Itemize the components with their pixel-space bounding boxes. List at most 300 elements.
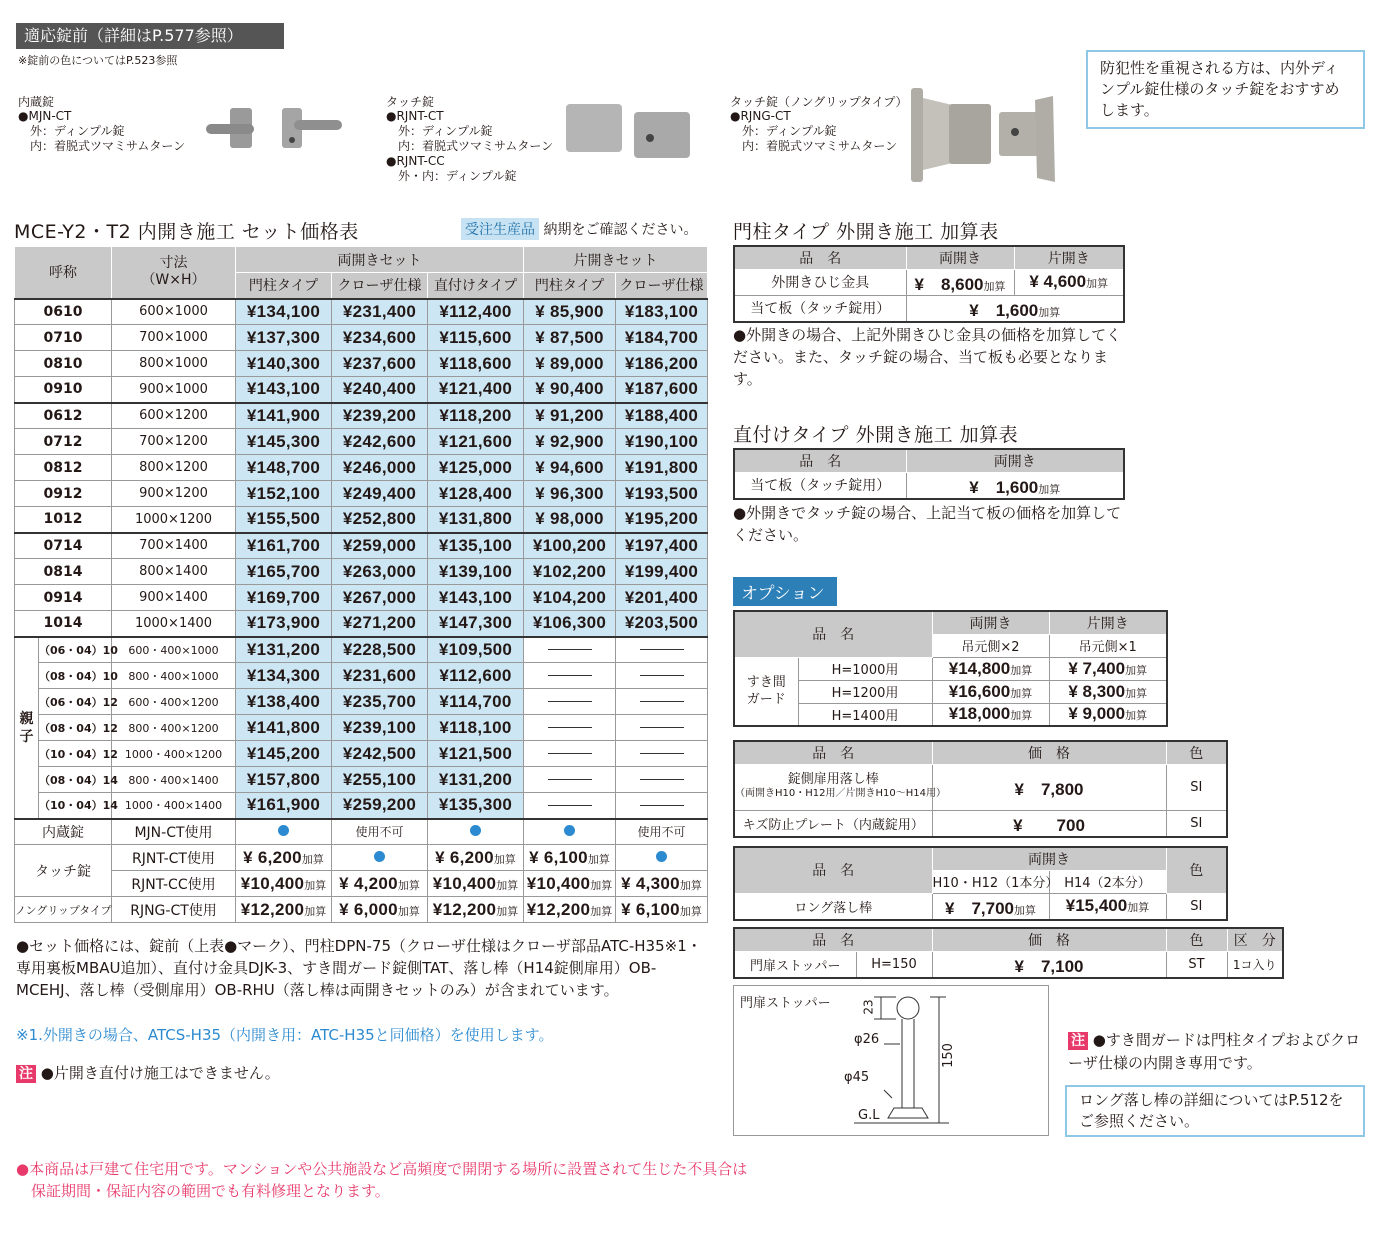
lock-mjn (18, 95, 185, 154)
item-stopper: 門扉ストッパー (734, 951, 856, 978)
lock-color-note: ※錠前の色についてはP.523参照 (18, 54, 178, 67)
size-cell: 900×1000 (112, 377, 236, 403)
color-cell: SI (1166, 764, 1227, 810)
price-cell: ¥267,000 (332, 585, 428, 611)
price-cell: ¥ 4,300加算 (616, 871, 708, 897)
guard-height: H=1200用 (798, 680, 932, 703)
h-kata: 片開き (1014, 246, 1124, 269)
kubun-cell: 1コ入り (1227, 951, 1283, 978)
jikazuke-table-title: 直付けタイプ 外開き施工 加算表 (733, 424, 1019, 446)
table-row (15, 507, 708, 533)
dot-cell (332, 845, 428, 871)
dot-cell (236, 819, 332, 845)
price-cell: ¥ 6,000加算 (332, 897, 428, 923)
lock-line: 外：ディンプル錠 (730, 124, 837, 138)
price-cell: ¥118,600 (428, 351, 524, 377)
option-label: オプション (733, 577, 837, 606)
size-cell: 900×1200 (112, 481, 236, 507)
price-cell: ¥138,400 (236, 689, 332, 715)
kata-note (16, 1062, 280, 1085)
sub-ryo: 吊元側×2 (932, 634, 1049, 657)
h-ryo: 両開き (932, 847, 1166, 870)
model-code: （10・04）14 (39, 793, 112, 819)
lock-title: 内蔵錠 (18, 95, 55, 109)
na-cell (524, 741, 616, 767)
price-cell: ¥173,900 (236, 611, 332, 637)
model-code: 0914 (15, 585, 112, 611)
dim-23: 23 (861, 999, 876, 1015)
table-row (15, 559, 708, 585)
price-cell: ¥ 85,900 (524, 299, 616, 325)
size-cell: 800×1000 (112, 351, 236, 377)
h-name: 品 名 (734, 246, 906, 269)
table-row (15, 637, 708, 663)
model-code: （10・04）12 (39, 741, 112, 767)
stopper-fig-title: 門扉ストッパー (740, 996, 831, 1011)
price-cell: ¥131,200 (236, 637, 332, 663)
lock-title: タッチ錠 (386, 95, 435, 109)
price-cell: ¥240,400 (332, 377, 428, 403)
price-cell: ¥234,600 (332, 325, 428, 351)
size-cell: 700×1400 (112, 533, 236, 559)
stopper-figure (733, 985, 1049, 1136)
guard-height: H=1000用 (798, 657, 932, 680)
model-code: 0714 (15, 533, 112, 559)
size-cell: 700×1200 (112, 429, 236, 455)
price-cell: ¥242,600 (332, 429, 428, 455)
price-cell: ¥195,200 (616, 507, 708, 533)
price-cell: ¥246,000 (332, 455, 428, 481)
h-ryo: 両開き (932, 611, 1049, 634)
lock-line: 内：着脱式ツマミサムターン (730, 139, 898, 153)
price-cell: ¥106,300 (524, 611, 616, 637)
guard-height: H=1400用 (798, 703, 932, 726)
price-cell: ¥231,600 (332, 663, 428, 689)
na-cell (616, 637, 708, 663)
na-cell (524, 637, 616, 663)
rjng-lock-image (905, 86, 1065, 186)
price-cell: ¥114,700 (428, 689, 524, 715)
table-row (15, 351, 708, 377)
lock-model: RJNT-CT使用 (112, 845, 236, 871)
table-row (15, 481, 708, 507)
price-cell: ¥201,400 (616, 585, 708, 611)
mjn-lock-image (200, 100, 350, 160)
price-cell: ¥141,800 (236, 715, 332, 741)
sub-h14: H14（2本分） (1049, 870, 1166, 893)
price-cell: ¥ 6,100加算 (616, 897, 708, 923)
lock-type: タッチ錠 (15, 845, 112, 897)
table-row (15, 871, 708, 897)
rjnt-lock-image (560, 100, 700, 162)
price-cell: ¥ 87,500 (524, 325, 616, 351)
guard-note-text: ●すき間ガードは門柱タイプおよびクローザ仕様の内開き専用です。 (1068, 1031, 1361, 1072)
model-code: 1012 (15, 507, 112, 533)
price-cell: ¥135,100 (428, 533, 524, 559)
na-cell: 使用不可 (616, 819, 708, 845)
model-code: （08・04）10 (39, 663, 112, 689)
h-name: 品 名 (734, 847, 932, 893)
price-cell: ¥184,700 (616, 325, 708, 351)
price-cell: ¥121,400 (428, 377, 524, 403)
table-row (15, 299, 708, 325)
na-cell (524, 715, 616, 741)
jikazuke-add-table (733, 448, 1125, 500)
price-cell: ¥10,400加算 (524, 871, 616, 897)
na-cell (616, 741, 708, 767)
monchu-note: ●外開きの場合、上記外開きひじ金具の価格を加算してください。また、タッチ錠の場合、当て板も必要となります。 (733, 326, 1122, 388)
included-dot-icon (656, 851, 667, 862)
na-cell (616, 793, 708, 819)
price-cell: ¥134,300 (236, 663, 332, 689)
caution-mark: 注 (1068, 1032, 1088, 1050)
price-cell: ¥252,800 (332, 507, 428, 533)
price-cell: ¥169,700 (236, 585, 332, 611)
monchu-add-table (733, 245, 1125, 323)
item-drop-rod: 錠側扉用落し棒 （両開きH10・H12用／片開きH10〜H14用） (734, 764, 932, 810)
lock-section-header: 適応錠前（詳細はP.577参照） (16, 23, 284, 49)
item-ateita: 当て板（タッチ錠用） (734, 472, 906, 499)
table-row (15, 611, 708, 637)
table-row (15, 325, 708, 351)
col-size: 寸法 （W×H） (112, 247, 236, 299)
price-cell: ¥12,200加算 (428, 897, 524, 923)
price-cell: ¥ 7,100 (932, 951, 1166, 978)
price-cell: ¥ 1,600加算 (906, 472, 1124, 499)
na-cell (524, 793, 616, 819)
model-code: 1014 (15, 611, 112, 637)
price-cell: ¥ 4,200加算 (332, 871, 428, 897)
stopper-drawing (734, 986, 1050, 1137)
guard-note (1068, 1029, 1368, 1074)
dim-45: φ45 (844, 1070, 870, 1085)
col-ryobiraki: 両開きセット (236, 247, 524, 273)
size-cell: 600×1200 (112, 403, 236, 429)
size-cell: 1000×1400 (112, 611, 236, 637)
price-cell: ¥ 89,000 (524, 351, 616, 377)
price-cell: ¥140,300 (236, 351, 332, 377)
price-cell: ¥10,400加算 (236, 871, 332, 897)
model-code: 0710 (15, 325, 112, 351)
lock-title: タッチ錠（ノングリップタイプ） (730, 95, 908, 109)
price-cell: ¥ 8,600加算 (906, 269, 1014, 295)
size-cell: 1000・400×1400 (112, 793, 236, 819)
price-cell: ¥193,500 (616, 481, 708, 507)
price-cell: ¥131,200 (428, 767, 524, 793)
price-cell: ¥131,800 (428, 507, 524, 533)
set-note: ●セット価格には、錠前（上表●マーク）、門柱DPN-75（クローザ仕様はクローザ部品ATC-H35※1・専用裏板MBAU追加）、直付け金具DJK-3、すき間ガード錠側TAT、落し棒（H14錠側扉用）OB-MCEHJ、落し棒（受側扉用）OB-RHU（落し棒は両開きセットのみ）が含まれています。 (16, 937, 702, 999)
price-cell: ¥ 7,800 (932, 764, 1166, 810)
set-price-table (14, 246, 708, 923)
caution-mark: 注 (16, 1065, 36, 1083)
drop-rod-table (733, 740, 1228, 838)
lock-line: ●RJNG-CT (730, 109, 791, 123)
price-cell: ¥152,100 (236, 481, 332, 507)
lock-type: ノングリップタイプ (15, 897, 112, 923)
warranty-line-2: 保証期間・保証内容の範囲でも有料修理となります。 (16, 1182, 390, 1200)
h-color: 色 (1166, 741, 1227, 764)
price-cell: ¥235,700 (332, 689, 428, 715)
col-katabiraki: 片開きセット (524, 247, 708, 273)
price-cell: ¥134,100 (236, 299, 332, 325)
na-cell (616, 663, 708, 689)
stopper-height: H=150 (856, 951, 932, 978)
model-code: 0812 (15, 455, 112, 481)
table-row (15, 377, 708, 403)
lock-line: ●MJN-CT (18, 109, 72, 123)
price-cell: ¥12,200加算 (236, 897, 332, 923)
price-cell: ¥231,400 (332, 299, 428, 325)
price-cell: ¥112,600 (428, 663, 524, 689)
price-cell: ¥141,900 (236, 403, 332, 429)
main-table-title: MCE-Y2・T2 内開き施工 セット価格表 (14, 221, 359, 243)
table-row (15, 741, 708, 767)
price-cell: ¥ 9,000加算 (1049, 703, 1167, 726)
model-code: 0814 (15, 559, 112, 585)
price-cell: ¥ 4,600加算 (1014, 269, 1124, 295)
na-cell (524, 663, 616, 689)
jikazuke-note: ●外開きでタッチ錠の場合、上記当て板の価格を加算してください。 (733, 504, 1122, 544)
price-cell: ¥118,100 (428, 715, 524, 741)
price-cell: ¥135,300 (428, 793, 524, 819)
price-cell: ¥100,200 (524, 533, 616, 559)
size-cell: 1000×1200 (112, 507, 236, 533)
na-cell (616, 715, 708, 741)
dot-cell (524, 819, 616, 845)
color-cell: ST (1166, 951, 1227, 978)
price-cell: ¥249,400 (332, 481, 428, 507)
col-monchu: 門柱タイプ (236, 273, 332, 299)
price-cell: ¥165,700 (236, 559, 332, 585)
price-cell: ¥186,200 (616, 351, 708, 377)
price-cell: ¥15,400加算 (1049, 893, 1166, 920)
table-row (15, 585, 708, 611)
model-code: 0810 (15, 351, 112, 377)
lock-model: RJNT-CC使用 (112, 871, 236, 897)
price-cell: ¥259,200 (332, 793, 428, 819)
price-cell: ¥ 700 (932, 810, 1166, 837)
price-cell: ¥ 91,200 (524, 403, 616, 429)
size-cell: 900×1400 (112, 585, 236, 611)
table-row (15, 793, 708, 819)
made-to-order-badge: 受注生産品 (461, 218, 539, 240)
table-row (15, 663, 708, 689)
lock-line: 外・内：ディンプル錠 (386, 169, 517, 183)
col-jikazuke: 直付けタイプ (428, 273, 524, 299)
price-cell: ¥147,300 (428, 611, 524, 637)
na-cell (616, 689, 708, 715)
price-cell: ¥16,600加算 (932, 680, 1049, 703)
dot-cell (616, 845, 708, 871)
price-cell: ¥237,600 (332, 351, 428, 377)
included-dot-icon (374, 851, 385, 862)
long-rod-note-box: ロング落し棒の詳細についてはP.512をご参照ください。 (1065, 1085, 1365, 1137)
col-closer-kata: クローザ仕様 (616, 273, 708, 299)
h-name: 品 名 (734, 741, 932, 764)
h-kata: 片開き (1049, 611, 1167, 634)
size-cell: 1000・400×1200 (112, 741, 236, 767)
price-cell: ¥ 6,100加算 (524, 845, 616, 871)
price-cell: ¥242,500 (332, 741, 428, 767)
item-hiji: 外開きひじ金具 (734, 269, 906, 295)
table-row (15, 819, 708, 845)
price-cell: ¥14,800加算 (932, 657, 1049, 680)
price-cell: ¥259,000 (332, 533, 428, 559)
lock-model: MJN-CT使用 (112, 819, 236, 845)
price-cell: ¥161,900 (236, 793, 332, 819)
h-price: 価 格 (932, 928, 1166, 951)
price-cell: ¥155,500 (236, 507, 332, 533)
price-cell: ¥137,300 (236, 325, 332, 351)
price-cell: ¥ 92,900 (524, 429, 616, 455)
recommend-box: 防犯性を重視される方は、内外ディンプル錠仕様のタッチ錠をおすすめします。 (1086, 50, 1365, 129)
price-cell: ¥139,100 (428, 559, 524, 585)
size-cell: 800・400×1200 (112, 715, 236, 741)
na-cell (524, 767, 616, 793)
table-row (15, 689, 708, 715)
item-plate: キズ防止プレート（内蔵錠用） (734, 810, 932, 837)
price-cell: ¥128,400 (428, 481, 524, 507)
price-cell: ¥118,200 (428, 403, 524, 429)
table-row (15, 455, 708, 481)
price-cell: ¥145,200 (236, 741, 332, 767)
price-cell: ¥ 98,000 (524, 507, 616, 533)
included-dot-icon (278, 825, 289, 836)
model-code: （06・04）12 (39, 689, 112, 715)
sub-kata: 吊元側×1 (1049, 634, 1167, 657)
price-cell: ¥ 7,400加算 (1049, 657, 1167, 680)
size-cell: 700×1000 (112, 325, 236, 351)
size-cell: 800×1200 (112, 455, 236, 481)
size-cell: 600・400×1000 (112, 637, 236, 663)
price-cell: ¥121,500 (428, 741, 524, 767)
price-cell: ¥271,200 (332, 611, 428, 637)
price-cell: ¥ 94,600 (524, 455, 616, 481)
price-cell: ¥109,500 (428, 637, 524, 663)
gap-guard-table (733, 610, 1168, 727)
model-code: 0610 (15, 299, 112, 325)
size-cell: 600×1000 (112, 299, 236, 325)
price-cell: ¥ 6,200加算 (428, 845, 524, 871)
stopper-table (733, 927, 1284, 979)
model-code: （08・04）14 (39, 767, 112, 793)
table-row (15, 715, 708, 741)
table-row (15, 845, 708, 871)
made-to-order (461, 218, 697, 240)
price-cell: ¥12,200加算 (524, 897, 616, 923)
price-cell: ¥239,100 (332, 715, 428, 741)
h-ryo: 両開き (906, 449, 1124, 472)
price-cell: ¥143,100 (428, 585, 524, 611)
included-dot-icon (470, 825, 481, 836)
size-cell: 800×1400 (112, 559, 236, 585)
price-cell: ¥121,600 (428, 429, 524, 455)
item-ateita: 当て板（タッチ錠用） (734, 295, 906, 322)
h-kubun: 区 分 (1227, 928, 1283, 951)
kata-note-text: ●片開き直付け施工はできません。 (40, 1064, 280, 1082)
lock-line: 外：ディンプル錠 (386, 124, 493, 138)
price-cell: ¥115,600 (428, 325, 524, 351)
price-cell: ¥161,700 (236, 533, 332, 559)
lock-rjnt (386, 95, 553, 184)
monchu-table-title: 門柱タイプ 外開き施工 加算表 (733, 221, 999, 243)
price-cell: ¥188,400 (616, 403, 708, 429)
gl-label: G.L (858, 1108, 880, 1123)
na-cell (616, 767, 708, 793)
price-cell: ¥143,100 (236, 377, 332, 403)
size-cell: 800・400×1000 (112, 663, 236, 689)
price-cell: ¥ 96,300 (524, 481, 616, 507)
long-rod-table (733, 846, 1228, 921)
col-closer: クローザ仕様 (332, 273, 428, 299)
price-cell: ¥145,300 (236, 429, 332, 455)
col-monchu-kata: 門柱タイプ (524, 273, 616, 299)
model-code: 0912 (15, 481, 112, 507)
table-row (15, 403, 708, 429)
price-cell: ¥197,400 (616, 533, 708, 559)
size-cell: 800・400×1400 (112, 767, 236, 793)
h-ryo: 両開き (906, 246, 1014, 269)
lock-model: RJNG-CT使用 (112, 897, 236, 923)
price-cell: ¥183,100 (616, 299, 708, 325)
price-cell: ¥10,400加算 (428, 871, 524, 897)
lock-line: ●RJNT-CC (386, 154, 445, 168)
h-name: 品 名 (734, 449, 906, 472)
dim-150: 150 (940, 1043, 956, 1068)
lock-rjng (730, 95, 907, 154)
lock-line: 内：着脱式ツマミサムターン (18, 139, 186, 153)
color-cell: SI (1166, 893, 1227, 920)
lock-line: ●RJNT-CT (386, 109, 444, 123)
model-code: （06・04）10 (39, 637, 112, 663)
size-cell: 600・400×1200 (112, 689, 236, 715)
price-cell: ¥148,700 (236, 455, 332, 481)
dot-cell (428, 819, 524, 845)
h-color: 色 (1166, 847, 1227, 893)
model-code: 0910 (15, 377, 112, 403)
h-name: 品 名 (734, 611, 932, 657)
color-cell: SI (1166, 810, 1227, 837)
lock-line: 内：着脱式ツマミサムターン (386, 139, 554, 153)
na-cell: 使用不可 (332, 819, 428, 845)
item-long-rod: ロング落し棒 (734, 893, 932, 920)
oyako-label: 親 子 (15, 637, 39, 819)
price-cell: ¥199,400 (616, 559, 708, 585)
warranty-line-1: ●本商品は戸建て住宅用です。マンションや公共施設など高頻度で開閉する場所に設置されて生じた不具合は (16, 1160, 748, 1178)
sub-h10: H10・H12（1本分） (932, 870, 1049, 893)
delivery-note: 納期をご確認ください。 (543, 222, 698, 238)
price-cell: ¥ 6,200加算 (236, 845, 332, 871)
table-row (15, 767, 708, 793)
model-code: 0712 (15, 429, 112, 455)
price-cell: ¥263,000 (332, 559, 428, 585)
dim-26: φ26 (854, 1032, 880, 1047)
price-cell: ¥191,800 (616, 455, 708, 481)
price-cell: ¥ 1,600加算 (906, 295, 1124, 322)
price-cell: ¥102,200 (524, 559, 616, 585)
price-cell: ¥255,100 (332, 767, 428, 793)
price-cell: ¥104,200 (524, 585, 616, 611)
col-name: 呼称 (15, 247, 112, 299)
included-dot-icon (564, 825, 575, 836)
price-cell: ¥125,000 (428, 455, 524, 481)
price-cell: ¥190,100 (616, 429, 708, 455)
price-cell: ¥ 8,300加算 (1049, 680, 1167, 703)
price-cell: ¥228,500 (332, 637, 428, 663)
price-cell: ¥187,600 (616, 377, 708, 403)
model-code: （08・04）12 (39, 715, 112, 741)
price-cell: ¥157,800 (236, 767, 332, 793)
